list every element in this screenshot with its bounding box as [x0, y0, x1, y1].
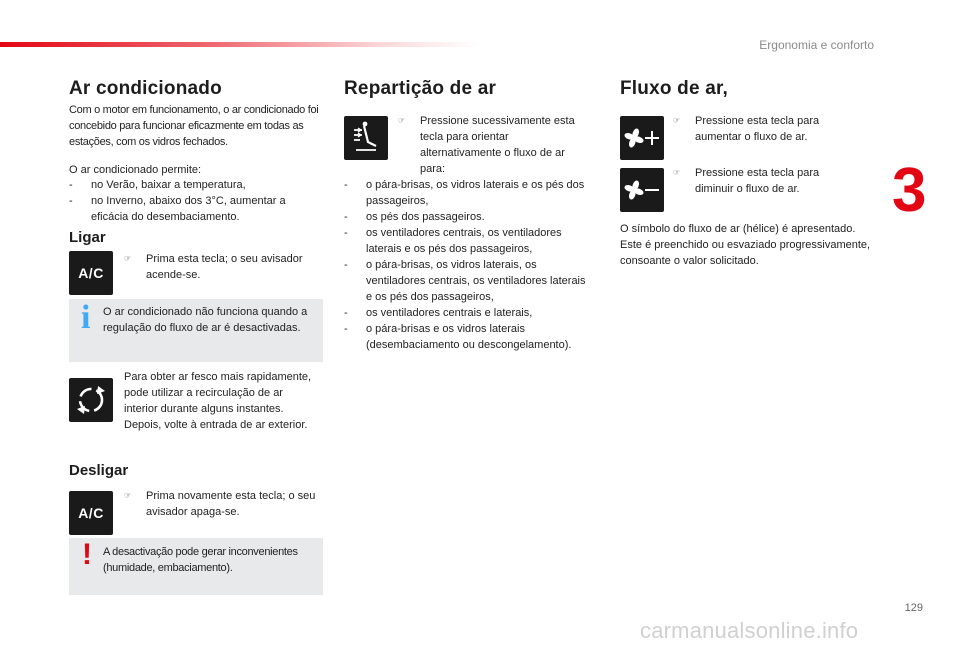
info-note-box — [69, 299, 323, 362]
air-distribution-text: Pressione sucessivamente esta tecla para orientar alternativamente o fluxo de ar para: — [420, 115, 575, 175]
ac-off-instruction — [124, 488, 320, 520]
ac-intro-text: Com o motor em funcionamento, o ar condicionado foi concebido para funcionar eficazmente em todas as estações, com os vidros fechados. — [69, 104, 319, 148]
watermark: carmanualsonline.info — [640, 618, 859, 643]
page-number: 129 — [904, 602, 923, 614]
finger-pointing-icon: ☞ — [398, 116, 406, 125]
air-distribution-list — [344, 177, 594, 353]
list-item: - no Verão, baixar a temperatura, — [69, 177, 317, 193]
subsection-title-on: Ligar — [69, 229, 106, 246]
ac-button[interactable]: A/C — [69, 251, 113, 295]
fan-decrease-button[interactable] — [620, 168, 664, 212]
info-icon: i — [81, 299, 91, 336]
info-note-text: O ar condicionado não funciona quando a regulação do fluxo de ar é desactivadas. — [103, 306, 308, 334]
air-distribution-icon — [344, 116, 388, 160]
section-title-air-conditioning: Ar condicionado — [69, 78, 222, 99]
section-header: Ergonomia e conforto — [759, 38, 874, 52]
warning-note-box — [69, 538, 323, 595]
header-accent-bar — [0, 42, 480, 47]
fan-increase-button[interactable] — [620, 116, 664, 160]
chapter-number: 3 — [892, 156, 927, 225]
list-item: - o pára-brisas, os vidros laterais, os ventiladores centrais, os ventiladores laterais e os pés dos passageiros, — [344, 257, 594, 305]
air-distribution-button[interactable] — [344, 116, 388, 160]
warning-note-text: A desactivação pode gerar inconvenientes (humidade, embaciamento). — [103, 546, 298, 574]
subsection-title-off: Desligar — [69, 462, 129, 479]
fan-symbol-text: O símbolo do fluxo de ar (hélice) é apresentado. Este é preenchido ou esvaziado progressivamente, consoante o valor solicitado. — [620, 223, 871, 267]
ac-off-text: Prima novamente esta tecla; o seu avisador apaga-se. — [146, 490, 316, 518]
list-item: - os ventiladores centrais, os ventiladores laterais e os pés dos passageiros, — [344, 225, 594, 257]
fan-decrease-icon — [620, 168, 664, 212]
finger-pointing-icon: ☞ — [124, 491, 132, 500]
fan-increase-instruction — [673, 113, 853, 145]
air-distribution-instruction — [398, 113, 594, 177]
ac-permits-list — [69, 177, 317, 225]
list-item: - o pára-brisas e os vidros laterais (desembaciamento ou descongelamento). — [344, 321, 594, 353]
list-item: - os pés dos passageiros. — [344, 209, 594, 225]
ac-on-instruction — [124, 251, 324, 283]
fan-decrease-text: Pressione esta tecla para diminuir o fluxo de ar. — [695, 167, 820, 195]
recirculation-text: Para obter ar fesco mais rapidamente, pode utilizar a recirculação de ar interior durante alguns instantes. Depois, volte à entrada de ar exterior. — [124, 371, 312, 431]
fan-increase-text: Pressione esta tecla para aumentar o fluxo de ar. — [695, 115, 820, 143]
fan-increase-icon — [620, 116, 664, 160]
section-title-air-distribution: Repartição de ar — [344, 78, 497, 99]
finger-pointing-icon: ☞ — [673, 168, 681, 177]
section-title-air-flow: Fluxo de ar, — [620, 78, 728, 99]
warning-icon: ! — [82, 538, 92, 571]
finger-pointing-icon: ☞ — [673, 116, 681, 125]
ac-permits-text: O ar condicionado permite: — [69, 164, 202, 176]
list-item: - os ventiladores centrais e laterais, — [344, 305, 594, 321]
recirculation-button[interactable] — [69, 378, 113, 422]
air-recirculation-icon — [69, 378, 113, 422]
fan-decrease-instruction — [673, 165, 853, 197]
list-item: - no Inverno, abaixo dos 3°C, aumentar a eficácia do desembaciamento. — [69, 193, 317, 225]
finger-pointing-icon: ☞ — [124, 254, 132, 263]
list-item: - o pára-brisas, os vidros laterais e os pés dos passageiros, — [344, 177, 594, 209]
ac-on-text: Prima esta tecla; o seu avisador acende-se. — [146, 253, 303, 281]
ac-off-button[interactable]: A/C — [69, 491, 113, 535]
